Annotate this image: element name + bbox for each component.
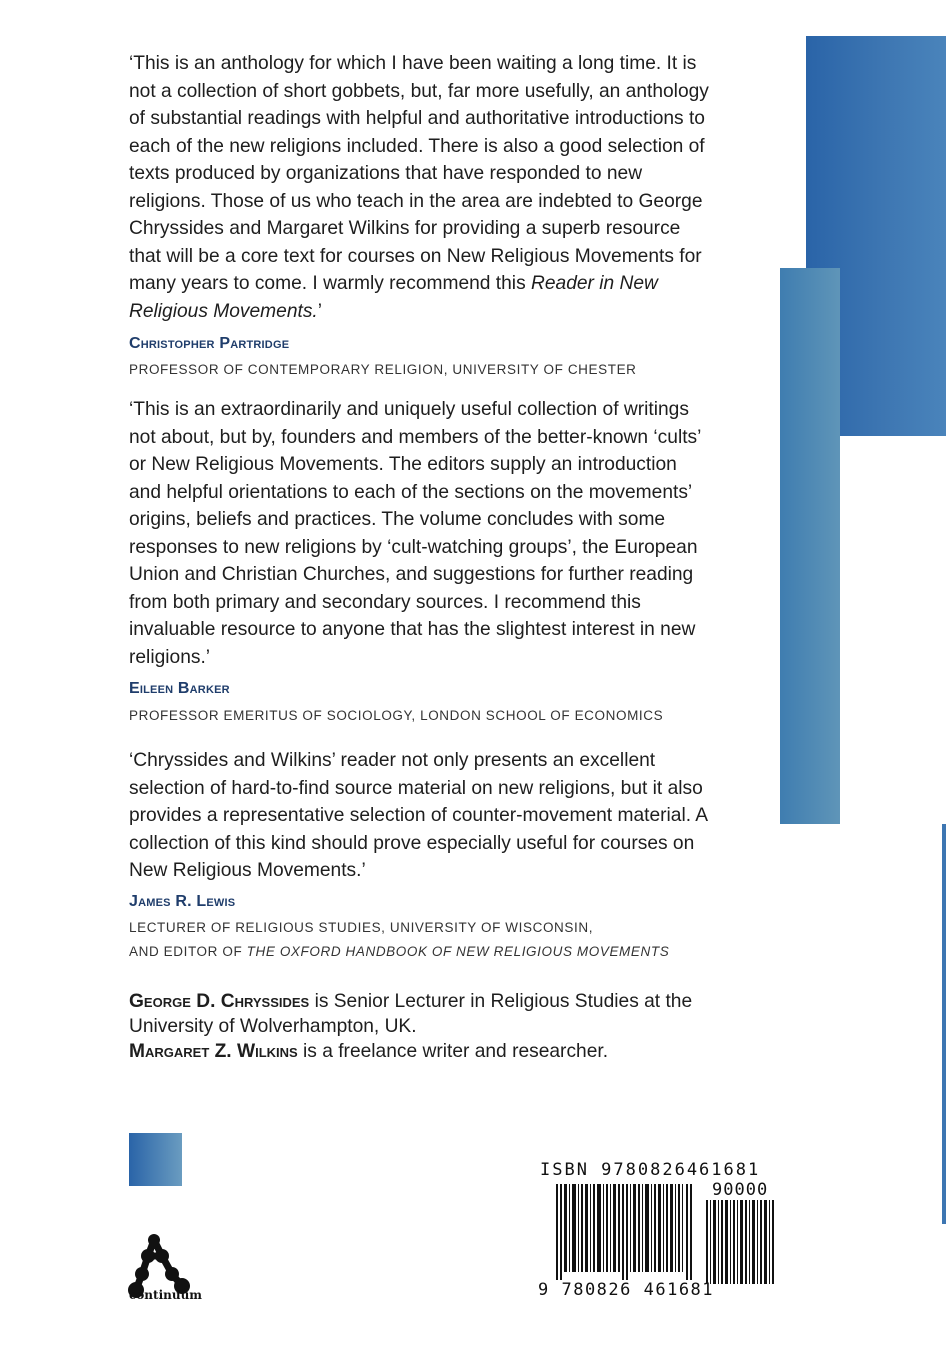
endorser-affiliation-1: PROFESSOR OF CONTEMPORARY RELIGION, UNIVERSITY OF CHESTER [129, 362, 637, 377]
isbn-label: ISBN 9780826461681 [540, 1160, 761, 1180]
price-code: 90000 [712, 1180, 769, 1200]
author-bio [129, 989, 729, 1064]
publisher-name: continuum [129, 1288, 203, 1302]
decorative-blue-square [129, 1133, 182, 1186]
author-1-bio: is Senior Lecturer in Religious Studies at the University of Wolverhampton, UK. [129, 991, 693, 1037]
author-1-name: George D. Chryssides [129, 991, 310, 1012]
endorser-affiliation-3 [129, 916, 669, 964]
decorative-blue-bar-middle [780, 268, 840, 824]
endorsement-quote-2: ‘This is an extraordinarily and uniquely useful collection of writings not about, but by, founders and members of the better-known ‘cults’ or New Religious Movements. The editors supply an introduction and helpful orientations to each of the sections on the movements’ origins, beliefs and practices. The volume concludes with some responses to new religions by ‘cult-watching groups’, the European Union and Christian Churches, and suggestions for further reading from both primary and secondary sources. I recommend this invaluable resource to anyone that has the slightest interest in new religions.’ [129, 399, 701, 668]
endorser-name-3: James R. Lewis [129, 893, 236, 910]
endorsement-quote-1: ‘This is an anthology for which I have been waiting a long time. It is not a collection of short gobbets, but, far more usefully, an anthology of substantial readings with helpful and authoritative introductions to each of the new religions included. There is also a good selection of texts produced by organizations that have responded to new religions. Those of us who teach in the area are indebted to George Chryssides and Margaret Wilkins for providing a superb resource that will be a core text for courses on New Religious Movements for many years to come. I warmly recommend this Reader in New Religious Movements.’ [129, 53, 709, 322]
endorser-name-2: Eileen Barker [129, 680, 230, 697]
author-2-bio: is a freelance writer and researcher. [297, 1041, 609, 1062]
endorsement-quote-3: ‘Chryssides and Wilkins’ reader not only presents an excellent selection of hard-to-find source material on new religions, but it also provides a representative selection of counter-movement material. A collection of this kind should prove especially useful for courses on New Religious Movements.’ [129, 750, 708, 881]
ean-digits: 9 780826 461681 [538, 1280, 715, 1300]
affiliation-line-1: LECTURER OF RELIGIOUS STUDIES, UNIVERSITY OF WISCONSIN, [129, 920, 594, 935]
endorser-affiliation-2: PROFESSOR EMERITUS OF SOCIOLOGY, LONDON SCHOOL OF ECONOMICS [129, 708, 664, 723]
decorative-edge-line [942, 824, 946, 1224]
endorser-name-1: Christopher Partridge [129, 335, 290, 352]
author-2-name: Margaret Z. Wilkins [129, 1041, 298, 1062]
price-barcode [706, 1200, 776, 1284]
affiliation-line-2: AND EDITOR OF THE OXFORD HANDBOOK OF NEW RELIGIOUS MOVEMENTS [129, 944, 670, 959]
isbn-barcode [556, 1184, 696, 1280]
